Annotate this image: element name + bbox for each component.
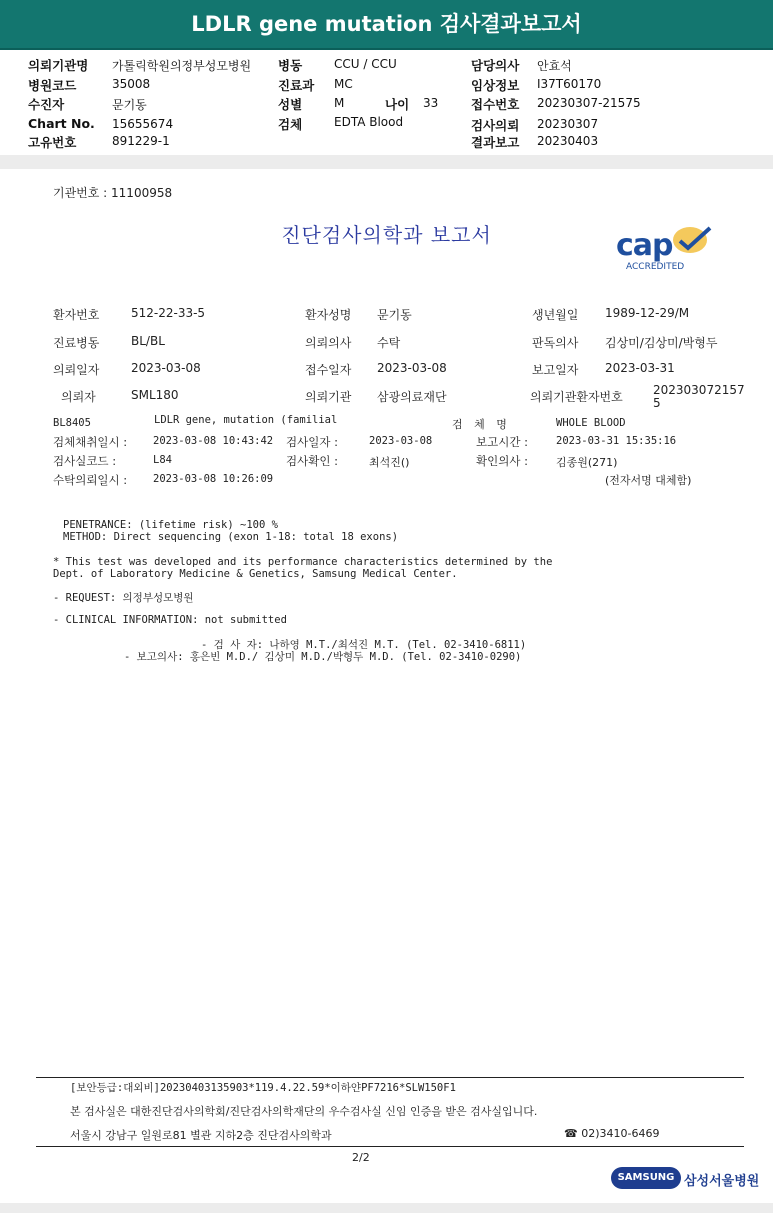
patient-value: 2023-03-08	[131, 361, 201, 375]
info-label: 진료과	[278, 78, 315, 93]
test-row-label: 검사확인 :	[286, 454, 338, 468]
info-label: 검사의뢰	[471, 118, 520, 133]
patient-value: 수탁	[377, 336, 401, 350]
info-value: MC	[334, 77, 353, 91]
body-line: - CLINICAL INFORMATION: not submitted	[53, 614, 287, 626]
cap-logo	[616, 228, 685, 272]
page-title: LDLR gene mutation 검사결과보고서	[191, 12, 582, 36]
address-line: 서울시 강남구 일원로81 별관 지하2층 진단검사의학과	[70, 1129, 332, 1142]
security-line: [보안등급:대외비]20230403135903*119.4.22.59*이하얀PF7216*SLW150F1	[70, 1082, 456, 1094]
test-row-value: 2023-03-08	[369, 435, 433, 447]
info-label: 병원코드	[28, 78, 77, 93]
patient-label: 의뢰기관	[305, 390, 352, 404]
test-row-label: 검체채취일시 :	[53, 435, 128, 449]
patient-value: SML180	[131, 388, 179, 402]
info-label: 담당의사	[471, 58, 520, 73]
info-label: 병동	[278, 58, 303, 73]
info-value: 20230307	[537, 117, 599, 131]
hospital-name-logo: 삼성서울병원	[684, 1174, 760, 1189]
specimen-label: 검 체 명	[452, 418, 511, 431]
section-divider	[0, 155, 773, 169]
page-number: 2/2	[352, 1151, 370, 1164]
patient-value-cont: 5	[653, 396, 661, 410]
info-label: 고유번호	[28, 135, 77, 150]
info-value: 문기동	[112, 98, 147, 112]
info-value: EDTA Blood	[334, 115, 404, 129]
info-value: 35008	[112, 77, 151, 91]
info-label: 접수번호	[471, 97, 520, 112]
patient-value: 문기동	[377, 308, 412, 322]
test-row-value: 2023-03-31 15:35:16	[556, 435, 677, 447]
test-row-value: 2023-03-08 10:43:42	[153, 435, 274, 447]
patient-label: 판독의사	[532, 336, 579, 350]
patient-value: 삼광의료재단	[377, 390, 447, 404]
patient-label: 의뢰기관환자번호	[530, 390, 623, 404]
samsung-logo: SAMSUNG	[611, 1167, 681, 1189]
test-row-value: L84	[153, 454, 172, 466]
cap-logo-word: cap	[616, 228, 673, 263]
info-value: 안효석	[537, 59, 572, 73]
test-row-label: 수탁의뢰일시 :	[53, 473, 128, 487]
body-line: - REQUEST: 의정부성모병원	[53, 592, 194, 604]
info-value: I37T60170	[537, 77, 602, 91]
age-label: 나이	[385, 97, 410, 112]
report-title: 진단검사의학과 보고서	[281, 223, 492, 247]
patient-label: 진료병동	[53, 336, 100, 350]
patient-value: 202303072157	[653, 383, 745, 397]
body-line: - 보고의사: 홍은빈 M.D./ 김상미 M.D./박형두 M.D. (Tel. 02-3410-0290)	[124, 651, 522, 663]
certification-line: 본 검사실은 대한진단검사의학회/진단검사의학재단의 우수검사실 신임 인증을 받은 검사실입니다.	[70, 1105, 538, 1118]
patient-label: 환자성명	[305, 308, 352, 322]
patient-value: 2023-03-31	[605, 361, 675, 375]
test-row-value: 최석진()	[369, 456, 410, 469]
report-page	[0, 169, 773, 1203]
info-label: 성별	[278, 97, 303, 112]
specimen-value: WHOLE BLOOD	[556, 417, 626, 429]
body-line: * This test was developed and its performance characteristics determined by the	[53, 556, 553, 568]
test-row-label: 검사실코드 :	[53, 454, 117, 468]
phone-line: ☎ 02)3410-6469	[564, 1127, 660, 1140]
body-line: PENETRANCE: (lifetime risk) ~100 %	[63, 519, 278, 531]
info-value: 891229-1	[112, 134, 170, 148]
test-name: LDLR gene, mutation (familial	[154, 414, 338, 426]
institution-number: 기관번호 : 11100958	[53, 186, 173, 200]
footer-rule-bottom	[36, 1146, 744, 1147]
test-row-label: 보고시간 :	[476, 435, 528, 449]
test-row-value: 2023-03-08 10:26:09	[153, 473, 274, 485]
patient-label: 의뢰의사	[305, 336, 352, 350]
info-label: Chart No.	[28, 116, 95, 131]
patient-label: 의뢰자	[61, 390, 96, 404]
info-value: 15655674	[112, 117, 174, 131]
footer-rule-top	[36, 1077, 744, 1078]
info-value: CCU / CCU	[334, 57, 397, 71]
body-line: - 검 사 자: 나하영 M.T./최석진 M.T. (Tel. 02-3410-6811)	[201, 639, 527, 651]
age-value: 33	[423, 96, 439, 110]
test-row-label: 검사일자 :	[286, 435, 338, 449]
e-signature-note: (전자서명 대체함)	[605, 474, 692, 487]
bottom-band	[0, 1203, 773, 1213]
patient-value: 2023-03-08	[377, 361, 447, 375]
info-label: 의뢰기관명	[28, 58, 89, 73]
info-label: 수진자	[28, 97, 65, 112]
patient-label: 의뢰일자	[53, 363, 100, 377]
cap-accredited: ACCREDITED	[626, 262, 685, 272]
info-label: 검체	[278, 117, 303, 132]
test-row-label: 확인의사 :	[476, 454, 528, 468]
patient-value: BL/BL	[131, 334, 165, 348]
info-label: 결과보고	[471, 135, 520, 150]
info-value: 가톨릭학원의정부성모병원	[112, 59, 252, 73]
patient-label: 보고일자	[532, 363, 579, 377]
patient-value: 김상미/김상미/박형두	[605, 336, 718, 350]
checkmark-icon	[670, 224, 714, 256]
patient-label: 접수일자	[305, 363, 352, 377]
info-value: 20230307-21575	[537, 96, 641, 110]
info-value: M	[334, 96, 345, 110]
patient-label: 생년월일	[532, 308, 579, 322]
test-row-value: 김종원(271)	[556, 456, 618, 469]
test-code: BL8405	[53, 417, 91, 429]
patient-value: 1989-12-29/M	[605, 306, 690, 320]
info-label: 임상정보	[471, 78, 520, 93]
body-line: METHOD: Direct sequencing (exon 1-18: total 18 exons)	[63, 531, 399, 543]
patient-label: 환자번호	[53, 308, 100, 322]
patient-value: 512-22-33-5	[131, 306, 206, 320]
body-line: Dept. of Laboratory Medicine & Genetics, Samsung Medical Center.	[53, 568, 458, 580]
info-value: 20230403	[537, 134, 599, 148]
